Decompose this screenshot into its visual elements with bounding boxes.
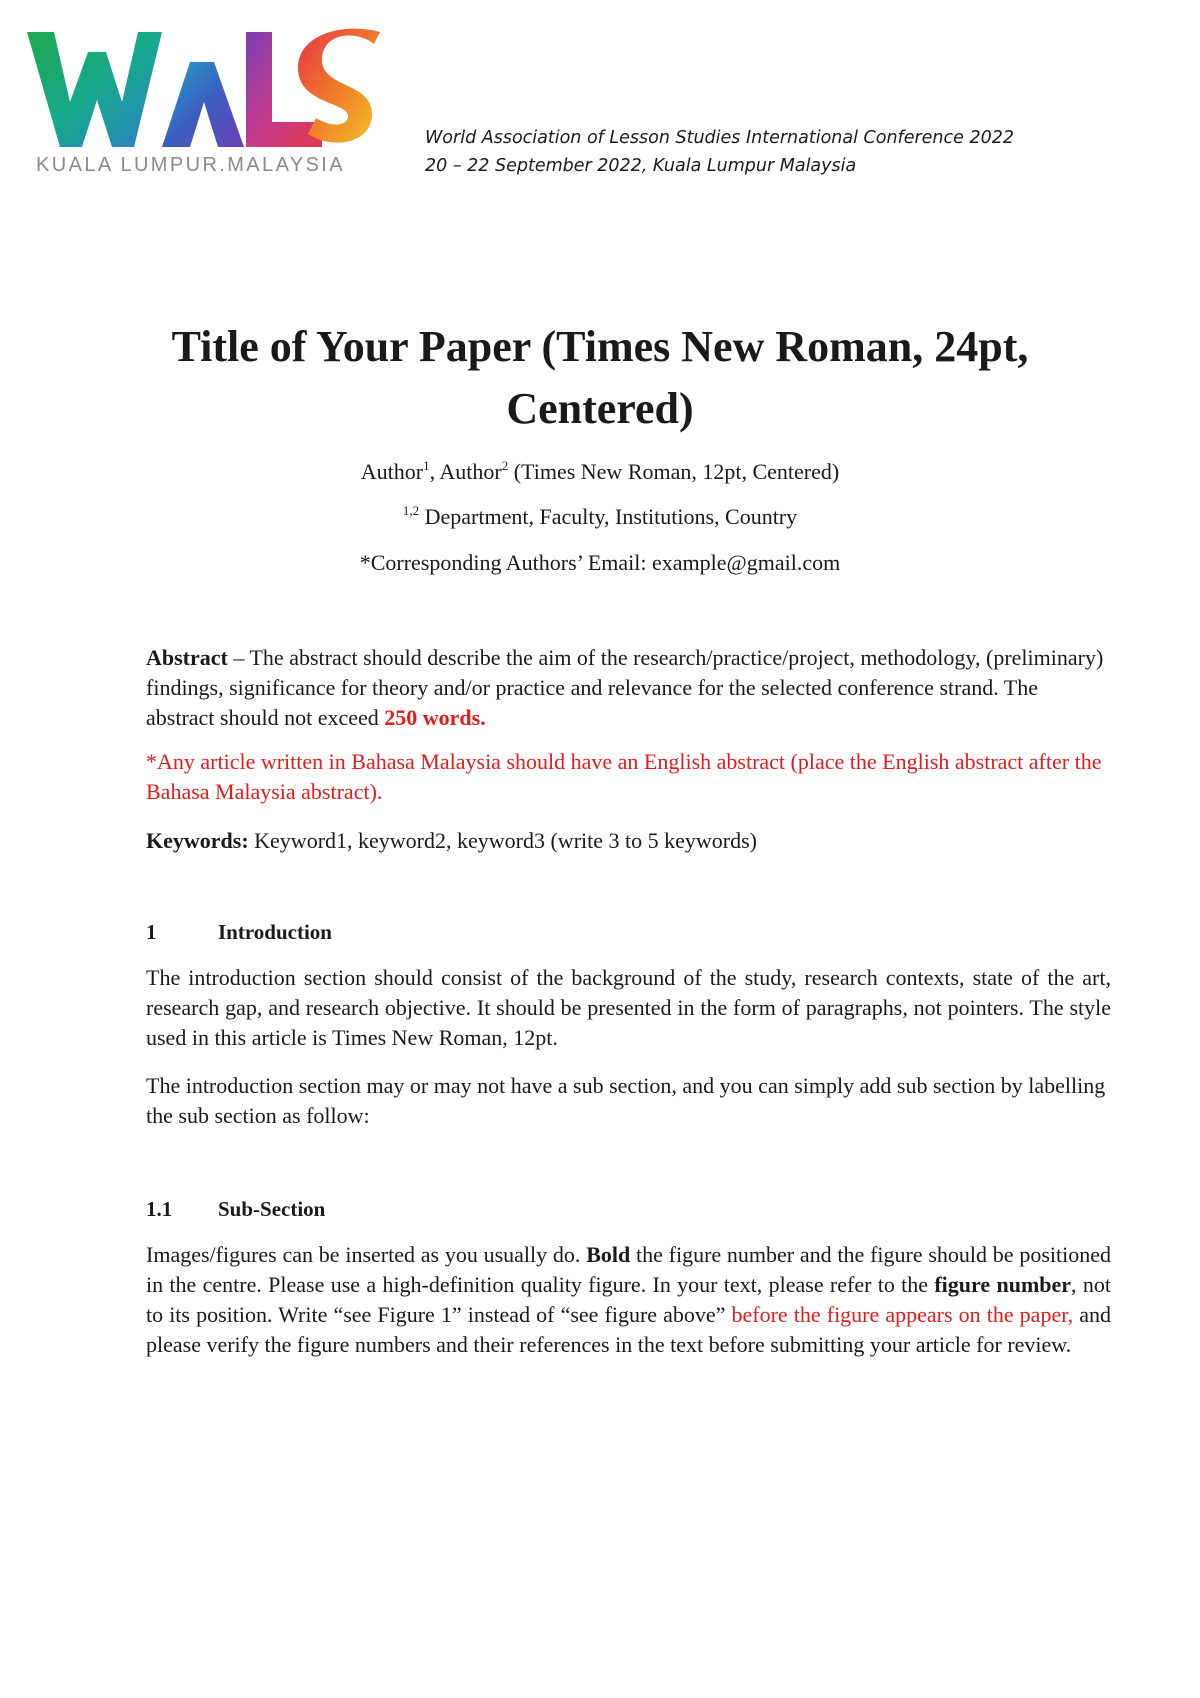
corresponding-email: *Corresponding Authors’ Email: example@gmail.com: [359, 550, 841, 575]
abstract-word-limit: 250 words.: [384, 705, 486, 730]
abstract-dash: –: [227, 645, 250, 670]
text-run: the figure number and the figure should be positioned in the centre. Please use a high-definition quality figure. In your text, please refer to the: [146, 1242, 1111, 1297]
abstract-language-note: *Any article written in Bahasa Malaysia should have an English abstract (place the English abstract after the Bahasa Malaysia abstract).: [146, 749, 1102, 804]
section-heading-introduction: [146, 918, 332, 946]
keywords-label: Keywords:: [146, 828, 249, 853]
keywords-text: Keyword1, keyword2, keyword3 (write 3 to 5 keywords): [248, 828, 757, 853]
text-run: and please verify the figure numbers and their references in the text before submitting your article for review.: [146, 1302, 1112, 1357]
section-number: 1: [146, 920, 157, 944]
abstract-text: The abstract should describe the aim of the research/practice/project, methodology, (preliminary) findings, significance for theory and/or practice and relevance for the selected conference strand. The abstract should not exceed: [146, 645, 1104, 730]
abstract: [146, 643, 1111, 733]
introduction-paragraph-1: The introduction section should consist of the background of the study, research contexts, state of the art, research gap, and research objective. It should be presented in the form of paragraphs, not pointers. The style used in this article is Times New Roman, 12pt.: [146, 965, 1111, 1050]
bold-run: Bold: [586, 1242, 631, 1267]
section-title: Introduction: [218, 920, 332, 944]
abstract-label: Abstract: [146, 645, 228, 670]
section-number: 1.1: [146, 1197, 173, 1221]
abstract-paragraph: [146, 643, 1111, 733]
sub-section-paragraph: [146, 1240, 1111, 1360]
conference-date-location: 20 – 22 September 2022, Kuala Lumpur Malaysia: [425, 156, 857, 176]
author-name: Author: [439, 459, 502, 484]
bold-run: figure number: [934, 1272, 1072, 1297]
section-title: Sub-Section: [218, 1197, 326, 1221]
affiliation-text: Department, Faculty, Institutions, Country: [419, 504, 798, 529]
author-line: [100, 458, 1100, 486]
red-text-run: before the figure appears on the paper,: [731, 1302, 1074, 1327]
wals-logo-graphic: [22, 22, 382, 152]
section-heading-sub-section: [146, 1195, 325, 1223]
author-format-note: (Times New Roman, 12pt, Centered): [508, 459, 840, 484]
logo-tagline: KUALA LUMPUR.MALAYSIA: [36, 154, 346, 176]
conference-name: World Association of Lesson Studies International Conference 2022: [425, 128, 1015, 148]
author-sup: 1: [423, 458, 430, 473]
affiliation-sup: 1,2: [402, 503, 420, 518]
text-run: , not to its position. Write “see Figure 1” instead of “see figure above”: [146, 1272, 1111, 1327]
paper-title-line2: Centered): [506, 384, 694, 433]
conference-info: [425, 124, 1014, 180]
introduction-paragraph-2: The introduction section may or may not have a sub section, and you can simply add sub section by labelling the sub section as follow:: [146, 1073, 1106, 1128]
author-sup: 2: [501, 458, 509, 473]
affiliation-line: [100, 503, 1100, 531]
author-name: Author: [360, 459, 424, 484]
text-run: Images/figures can be inserted as you usually do.: [146, 1242, 587, 1267]
paper-title-line1: Title of Your Paper (Times New Roman, 24pt,: [171, 322, 1029, 371]
author-separator: ,: [429, 459, 440, 484]
keywords: [146, 826, 1111, 856]
paper-title: [100, 316, 1100, 440]
